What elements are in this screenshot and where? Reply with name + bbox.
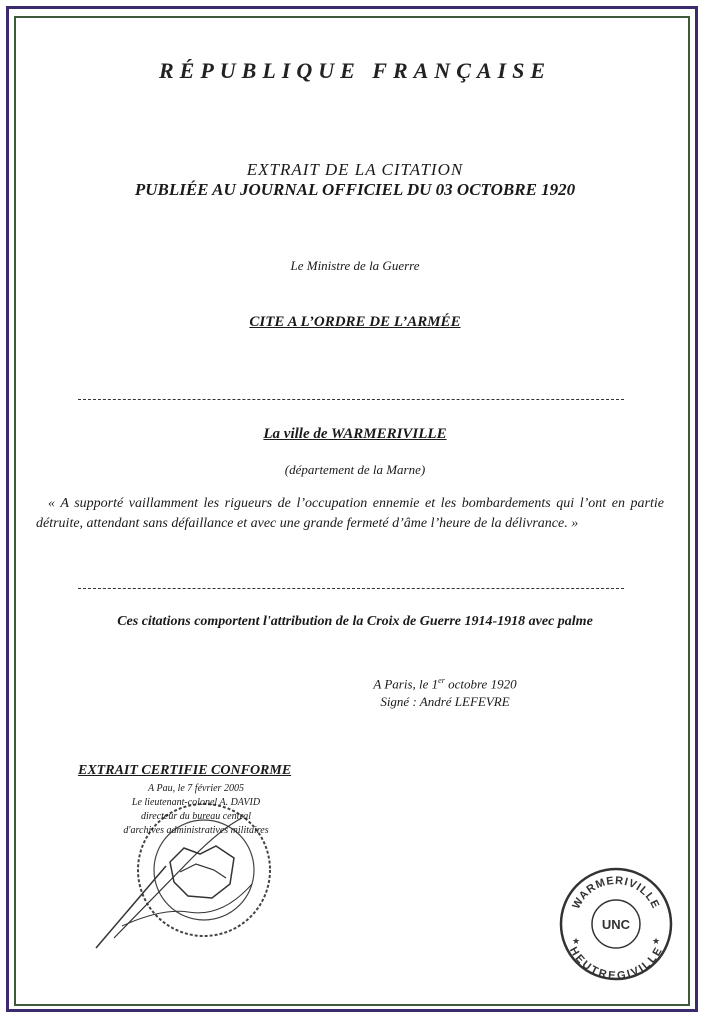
archives-line: d'archives administratives militaires: [123, 825, 269, 836]
certification-lines: [96, 782, 296, 838]
signe-line: Signé : André LEFEVRE: [380, 694, 510, 710]
dashed-divider-bottom: [78, 588, 624, 589]
signature-block: [330, 672, 560, 711]
paris-date-line: A Paris, le 1er octobre 1920: [373, 676, 517, 692]
officer-line: Le lieutenant-colonel A. DAVID: [131, 797, 261, 808]
cite-heading: CITE A L’ORDRE DE L’ARMÉE: [249, 314, 461, 330]
stamp-star-left-icon: ★: [572, 936, 581, 946]
certifie-conforme-heading: EXTRAIT CERTIFIE CONFORME: [78, 763, 292, 778]
croix-de-guerre-line: Ces citations comportent l'attribution de la Croix de Guerre 1914-1918 avec palme: [117, 614, 593, 629]
unc-stamp-icon: [558, 866, 674, 982]
stamp-bottom-text: HEUTREGIVILLE: [566, 945, 666, 982]
ville-heading: La ville de WARMERIVILLE: [263, 426, 447, 442]
svg-text:HEUTREGIVILLE: [567, 945, 665, 982]
director-line: directeur du bureau central: [140, 811, 252, 822]
stamp-center-text: UNC: [601, 917, 631, 932]
dashed-divider-top: [78, 399, 624, 400]
pau-date-line: A Pau, le 7 février 2005: [148, 783, 244, 794]
departement-line: (département de la Marne): [284, 462, 426, 477]
journal-officiel-line: PUBLIÉE AU JOURNAL OFFICIEL DU 03 OCTOBRE 1920: [134, 180, 576, 199]
stamp-top-text: WARMERIVILLE: [570, 874, 662, 912]
citation-quote: « A supporté vaillamment les rigueurs de l’occupation ennemie et les bombardements qui l’ont en partie détruite, attendant sans défaillance et avec une grande fermeté d’âme l’heure de la délivrance. »: [36, 496, 664, 531]
republic-heading: RÉPUBLIQUE FRANÇAISE: [158, 58, 552, 83]
stamp-star-right-icon: ★: [652, 936, 661, 946]
extract-title: EXTRAIT DE LA CITATION: [246, 160, 464, 179]
ministre-line: Le Ministre de la Guerre: [290, 258, 420, 273]
